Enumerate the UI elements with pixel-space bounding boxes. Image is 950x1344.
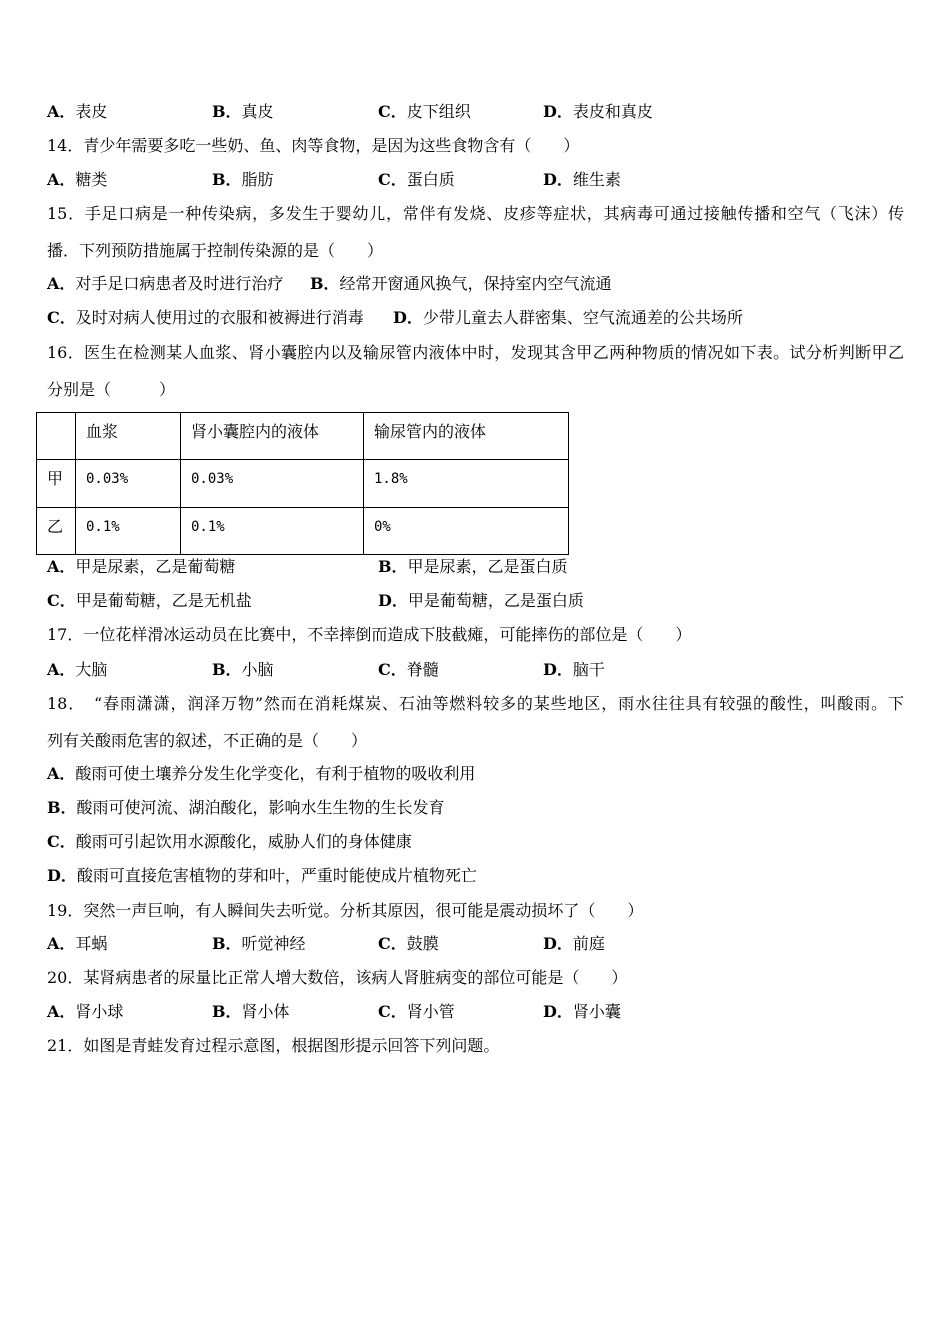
q19-option-b [212, 933, 306, 955]
q16-option-b [378, 556, 568, 578]
option-label: D． [543, 934, 573, 953]
option-label: B． [212, 1002, 242, 1021]
q14-option-b [212, 169, 274, 191]
option-text: 及时对病人使用过的衣服和被褥进行消毒 [75, 308, 364, 327]
q16-option-c [47, 590, 252, 612]
option-label: C． [47, 591, 76, 610]
option-label: B． [310, 274, 340, 293]
table-row-label: 乙 [37, 507, 76, 554]
option-label: D． [543, 170, 573, 189]
option-text: 鼓膜 [406, 934, 439, 953]
q13-option-b [212, 101, 274, 123]
table-cell: 0% [364, 507, 569, 554]
option-text: 小脑 [241, 660, 274, 679]
option-text: 酸雨可使土壤养分发生化学变化，有利于植物的吸收利用 [75, 764, 476, 783]
table-row [37, 507, 569, 554]
q17-option-d [543, 659, 605, 681]
option-label: A． [47, 102, 76, 121]
q14-stem: 14．青少年需要多吃一些奶、鱼、肉等食物，是因为这些食物含有（ ） [47, 136, 580, 155]
option-text: 维生素 [572, 170, 621, 189]
option-label: D． [543, 660, 573, 679]
option-text: 真皮 [241, 102, 274, 121]
option-text: 肾小球 [75, 1002, 124, 1021]
option-text: 表皮和真皮 [572, 102, 653, 121]
q13-options [47, 101, 907, 123]
q17-option-c [378, 659, 439, 681]
table-cell: 0.03% [76, 460, 181, 507]
option-text: 对手足口病患者及时进行治疗 [75, 274, 284, 293]
table-header-cell: 输尿管内的液体 [364, 413, 569, 460]
option-text: 酸雨可直接危害植物的芽和叶，严重时能使成片植物死亡 [76, 866, 477, 885]
option-label: A． [47, 764, 76, 783]
option-text: 脊髓 [406, 660, 439, 679]
q16-stem-line-1: 16．医生在检测某人血浆、肾小囊腔内以及输尿管内液体中时，发现其含甲乙两种物质的情况如下表。试分析判断甲乙 [47, 343, 904, 362]
option-text: 经常开窗通风换气，保持室内空气流通 [339, 274, 612, 293]
q16-options-cd [47, 590, 907, 612]
option-label: B． [378, 557, 408, 576]
q17-option-b [212, 659, 274, 681]
option-label: C． [378, 1002, 407, 1021]
option-label: B． [212, 934, 242, 953]
option-text: 甲是葡萄糖，乙是无机盐 [75, 591, 252, 610]
q16-options-ab [47, 556, 907, 578]
q16-data-table [36, 412, 569, 555]
q16-stem-line-2: 分别是（ ） [47, 380, 176, 399]
option-label: C． [378, 170, 407, 189]
option-text: 听觉神经 [241, 934, 306, 953]
q14-options [47, 169, 907, 191]
option-label: D． [378, 591, 408, 610]
option-text: 前庭 [572, 934, 605, 953]
table-header-cell: 肾小囊腔内的液体 [181, 413, 364, 460]
q15-options-ab [47, 273, 907, 295]
option-text: 脂肪 [241, 170, 274, 189]
table-cell: 0.1% [76, 507, 181, 554]
option-text: 肾小囊 [572, 1002, 621, 1021]
option-text: 肾小管 [406, 1002, 455, 1021]
option-label: D． [393, 308, 423, 327]
q20-option-b [212, 1001, 290, 1023]
option-label: D． [543, 102, 573, 121]
table-cell: 1.8% [364, 460, 569, 507]
q14-option-d [543, 169, 621, 191]
option-text: 表皮 [75, 102, 108, 121]
q19-stem: 19．突然一声巨响，有人瞬间失去听觉。分析其原因，很可能是震动损坏了（ ） [47, 901, 644, 920]
option-label: D． [543, 1002, 573, 1021]
q20-option-c [378, 1001, 455, 1023]
q20-option-a [47, 1001, 123, 1023]
option-text: 皮下组织 [406, 102, 471, 121]
table-corner-cell [37, 413, 76, 460]
option-text: 少带儿童去人群密集、空气流通差的公共场所 [422, 308, 743, 327]
option-label: B． [47, 798, 77, 817]
q17-option-a [47, 659, 107, 681]
q20-options [47, 1001, 907, 1023]
option-label: B． [212, 170, 242, 189]
option-text: 糖类 [75, 170, 108, 189]
q16-option-a [47, 556, 235, 578]
q18-option-c [47, 831, 412, 853]
option-text: 肾小体 [241, 1002, 290, 1021]
q17-stem: 17．一位花样滑冰运动员在比赛中，不幸摔倒而造成下肢截瘫，可能摔伤的部位是（ ） [47, 625, 692, 644]
option-label: A． [47, 1002, 76, 1021]
q13-option-c [378, 101, 471, 123]
q21-stem: 21．如图是青蛙发育过程示意图，根据图形提示回答下列问题。 [47, 1036, 500, 1055]
table-header-row [37, 413, 569, 460]
option-label: A． [47, 557, 76, 576]
option-label: C． [378, 934, 407, 953]
q13-option-a [47, 101, 107, 123]
option-label: D． [47, 866, 77, 885]
option-label: C． [378, 102, 407, 121]
option-text: 甲是尿素，乙是蛋白质 [407, 557, 568, 576]
q13-option-d [543, 101, 653, 123]
q20-option-d [543, 1001, 621, 1023]
option-text: 大脑 [75, 660, 108, 679]
option-label: C． [378, 660, 407, 679]
option-text: 甲是尿素，乙是葡萄糖 [75, 557, 236, 576]
table-header-cell: 血浆 [76, 413, 181, 460]
q15-stem-line-1: 15．手足口病是一种传染病，多发生于婴幼儿，常伴有发烧、皮疹等症状，其病毒可通过接触传播和空气（飞沫）传 [47, 204, 904, 223]
table-cell: 0.03% [181, 460, 364, 507]
q19-option-d [543, 933, 605, 955]
q19-option-a [47, 933, 107, 955]
q19-options [47, 933, 907, 955]
option-text: 酸雨可引起饮用水源酸化，威胁人们的身体健康 [75, 832, 412, 851]
table-row [37, 460, 569, 507]
option-label: C． [47, 832, 76, 851]
q18-option-a [47, 763, 475, 785]
q18-option-b [47, 797, 445, 819]
table-cell: 0.1% [181, 507, 364, 554]
option-text: 耳蜗 [75, 934, 108, 953]
option-text: 蛋白质 [406, 170, 455, 189]
q15-option-b [310, 273, 612, 295]
q15-option-c [47, 307, 364, 329]
q19-option-c [378, 933, 439, 955]
q18-option-d [47, 865, 477, 887]
q18-stem-line-1: 18． “春雨潇潇，润泽万物”然而在消耗煤炭、石油等燃料较多的某些地区，雨水往往具有较强的酸性，叫酸雨。下 [47, 694, 904, 713]
q14-option-a [47, 169, 107, 191]
q20-stem: 20．某肾病患者的尿量比正常人增大数倍，该病人肾脏病变的部位可能是（ ） [47, 968, 628, 987]
option-label: A． [47, 274, 76, 293]
q17-options [47, 659, 907, 681]
q15-options-cd [47, 307, 907, 329]
option-text: 脑干 [572, 660, 605, 679]
option-text: 甲是葡萄糖，乙是蛋白质 [407, 591, 584, 610]
q18-stem-line-2: 列有关酸雨危害的叙述，不正确的是（ ） [47, 731, 368, 750]
q15-option-d [393, 307, 743, 329]
q14-option-c [378, 169, 455, 191]
q15-stem-line-2: 播．下列预防措施属于控制传染源的是（ ） [47, 241, 384, 260]
option-label: A． [47, 660, 76, 679]
option-label: A． [47, 934, 76, 953]
option-label: B． [212, 102, 242, 121]
option-label: A． [47, 170, 76, 189]
option-label: C． [47, 308, 76, 327]
q15-option-a [47, 273, 283, 295]
table-row-label: 甲 [37, 460, 76, 507]
q16-option-d [378, 590, 584, 612]
option-label: B． [212, 660, 242, 679]
option-text: 酸雨可使河流、湖泊酸化，影响水生生物的生长发育 [76, 798, 445, 817]
